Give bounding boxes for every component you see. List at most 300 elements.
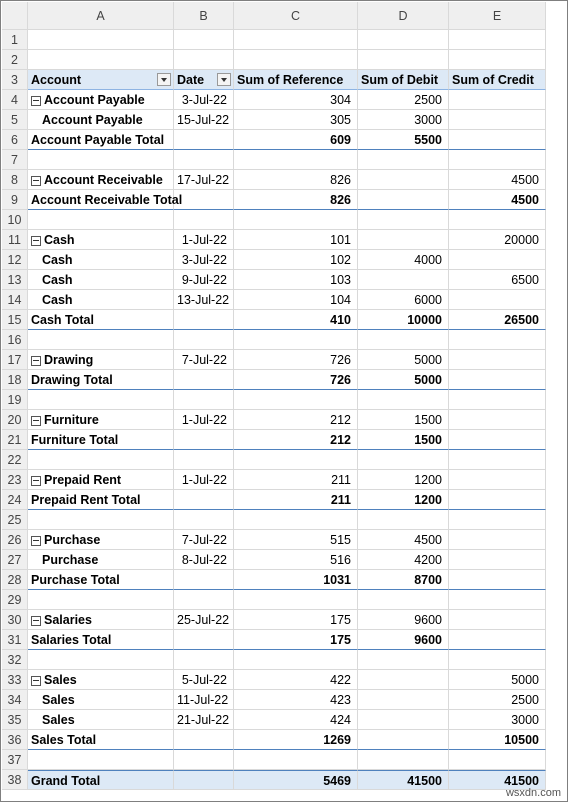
date-cell[interactable] xyxy=(174,50,234,70)
account-cell[interactable] xyxy=(28,110,174,130)
sheet-row-34 xyxy=(2,690,546,710)
account-cell[interactable] xyxy=(28,50,174,70)
credit-cell[interactable] xyxy=(449,230,546,250)
credit-cell[interactable] xyxy=(449,510,546,530)
reference-cell[interactable] xyxy=(234,150,358,170)
row-header[interactable]: 5 xyxy=(2,110,28,130)
collapse-minus-icon[interactable] xyxy=(31,176,41,186)
credit-cell[interactable] xyxy=(449,590,546,610)
row-header[interactable]: 1 xyxy=(2,30,28,50)
account-cell[interactable] xyxy=(28,190,183,210)
credit-cell[interactable] xyxy=(449,210,546,230)
date-cell[interactable] xyxy=(174,670,234,690)
account-cell[interactable] xyxy=(28,470,174,490)
debit-cell[interactable] xyxy=(358,750,449,770)
date-cell[interactable] xyxy=(174,70,234,90)
account-cell[interactable] xyxy=(28,370,174,390)
debit-cell[interactable] xyxy=(358,530,449,550)
account-cell[interactable] xyxy=(28,330,174,350)
reference-cell[interactable] xyxy=(234,90,358,110)
row-header[interactable]: 4 xyxy=(2,90,28,110)
date-cell[interactable] xyxy=(174,530,234,550)
account-cell[interactable] xyxy=(28,610,174,630)
cell-value: 515 xyxy=(330,533,351,547)
cell-value: 104 xyxy=(330,293,351,307)
column-header-row xyxy=(2,2,546,30)
row-header[interactable]: 6 xyxy=(2,130,28,150)
cell-value: 826 xyxy=(330,173,351,187)
row-header[interactable]: 36 xyxy=(2,730,28,750)
row-header[interactable]: 3 xyxy=(2,70,28,90)
sheet-row-23 xyxy=(2,470,546,490)
credit-cell[interactable] xyxy=(449,30,546,50)
credit-cell[interactable] xyxy=(449,270,546,290)
account-cell[interactable] xyxy=(28,130,174,150)
cell-value: Salaries Total xyxy=(31,633,112,647)
row-header[interactable]: 24 xyxy=(2,490,28,510)
credit-cell[interactable] xyxy=(449,190,546,210)
cell-value: 3000 xyxy=(414,113,442,127)
cell-value: 1500 xyxy=(414,433,442,447)
debit-cell[interactable] xyxy=(358,50,449,70)
date-cell[interactable] xyxy=(174,730,234,750)
date-cell[interactable] xyxy=(174,630,234,650)
account-cell[interactable] xyxy=(28,150,174,170)
debit-cell[interactable] xyxy=(358,350,449,370)
collapse-minus-icon[interactable] xyxy=(31,536,41,546)
account-cell[interactable] xyxy=(28,550,174,570)
reference-cell[interactable] xyxy=(234,770,358,790)
sheet-row-21 xyxy=(2,430,546,450)
debit-cell[interactable] xyxy=(358,670,449,690)
account-cell[interactable] xyxy=(28,250,174,270)
debit-cell[interactable] xyxy=(358,170,449,190)
collapse-minus-icon[interactable] xyxy=(31,476,41,486)
account-cell[interactable] xyxy=(28,430,174,450)
row-header[interactable]: 31 xyxy=(2,630,28,650)
cell-value: 7-Jul-22 xyxy=(181,533,227,547)
date-cell[interactable] xyxy=(174,350,234,370)
row-header[interactable]: 16 xyxy=(2,330,28,350)
collapse-minus-icon[interactable] xyxy=(31,676,41,686)
row-header[interactable]: 7 xyxy=(2,150,28,170)
cell-value: 1-Jul-22 xyxy=(181,473,227,487)
credit-cell[interactable] xyxy=(449,430,546,450)
cell-value: 7-Jul-22 xyxy=(181,353,227,367)
row-header[interactable]: 25 xyxy=(2,510,28,530)
account-cell[interactable] xyxy=(28,570,174,590)
credit-cell[interactable] xyxy=(449,350,546,370)
reference-cell[interactable] xyxy=(234,490,358,510)
date-cell[interactable] xyxy=(174,270,234,290)
date-cell[interactable] xyxy=(174,430,234,450)
reference-cell[interactable] xyxy=(234,310,358,330)
debit-cell[interactable] xyxy=(358,470,449,490)
date-cell[interactable] xyxy=(174,510,234,530)
sheet-row-5 xyxy=(2,110,546,130)
credit-cell[interactable] xyxy=(449,90,546,110)
account-cell[interactable] xyxy=(28,450,174,470)
cell-value: 2500 xyxy=(414,93,442,107)
pivot-header-credit: Sum of Credit xyxy=(452,73,534,87)
reference-cell[interactable] xyxy=(234,110,358,130)
reference-cell[interactable] xyxy=(234,710,358,730)
cell-value: 1031 xyxy=(323,573,351,587)
cell-value: 1269 xyxy=(323,733,351,747)
credit-cell[interactable] xyxy=(449,410,546,430)
select-all-corner[interactable] xyxy=(2,2,28,30)
account-cell[interactable] xyxy=(28,290,174,310)
date-cell[interactable] xyxy=(174,250,234,270)
date-cell[interactable] xyxy=(174,450,234,470)
column-header-d[interactable]: D xyxy=(358,2,449,30)
row-header[interactable]: 35 xyxy=(2,710,28,730)
debit-cell[interactable] xyxy=(358,710,449,730)
reference-cell[interactable] xyxy=(234,530,358,550)
sheet-row-22 xyxy=(2,450,546,470)
reference-cell[interactable] xyxy=(234,470,358,490)
date-cell[interactable] xyxy=(174,90,234,110)
date-cell[interactable] xyxy=(174,770,234,790)
reference-cell[interactable] xyxy=(234,510,358,530)
date-cell[interactable] xyxy=(174,750,234,770)
pivot-header-account: Account xyxy=(31,73,81,87)
date-cell[interactable] xyxy=(174,610,234,630)
row-header[interactable]: 15 xyxy=(2,310,28,330)
cell-value: 3-Jul-22 xyxy=(181,253,227,267)
row-header[interactable]: 20 xyxy=(2,410,28,430)
debit-cell[interactable] xyxy=(358,270,449,290)
cell-value: 6000 xyxy=(414,293,442,307)
cell-value: 5000 xyxy=(414,373,442,387)
account-cell[interactable] xyxy=(28,90,174,110)
row-header[interactable]: 22 xyxy=(2,450,28,470)
sheet-row-10 xyxy=(2,210,546,230)
reference-cell[interactable] xyxy=(234,750,358,770)
account-cell[interactable] xyxy=(28,670,174,690)
date-cell[interactable] xyxy=(174,190,234,210)
account-cell[interactable] xyxy=(28,230,174,250)
credit-cell[interactable] xyxy=(449,390,546,410)
debit-cell[interactable] xyxy=(358,730,449,750)
reference-cell[interactable] xyxy=(234,170,358,190)
debit-cell[interactable] xyxy=(358,510,449,530)
row-header[interactable]: 27 xyxy=(2,550,28,570)
reference-cell[interactable] xyxy=(234,290,358,310)
date-cell[interactable] xyxy=(174,150,234,170)
row-header[interactable]: 32 xyxy=(2,650,28,670)
reference-cell[interactable] xyxy=(234,370,358,390)
date-cell[interactable] xyxy=(174,650,234,670)
sheet-row-12 xyxy=(2,250,546,270)
pivot-header-ref: Sum of Reference xyxy=(237,73,344,87)
debit-cell[interactable] xyxy=(358,590,449,610)
credit-cell[interactable] xyxy=(449,730,546,750)
cell-value: 2500 xyxy=(511,693,539,707)
row-header[interactable]: 21 xyxy=(2,430,28,450)
credit-cell[interactable] xyxy=(449,470,546,490)
column-header-b[interactable]: B xyxy=(174,2,234,30)
row-header[interactable]: 19 xyxy=(2,390,28,410)
sheet-row-31 xyxy=(2,630,546,650)
credit-cell[interactable] xyxy=(449,50,546,70)
debit-cell[interactable] xyxy=(358,690,449,710)
debit-cell[interactable] xyxy=(358,230,449,250)
account-cell[interactable] xyxy=(28,350,174,370)
cell-value: 3-Jul-22 xyxy=(181,93,227,107)
debit-cell[interactable] xyxy=(358,290,449,310)
reference-cell[interactable] xyxy=(234,50,358,70)
account-cell[interactable] xyxy=(28,410,174,430)
cell-value: 41500 xyxy=(504,774,539,788)
reference-cell[interactable] xyxy=(234,690,358,710)
cell-value: 8-Jul-22 xyxy=(181,553,227,567)
date-cell[interactable] xyxy=(174,690,234,710)
account-cell[interactable] xyxy=(28,310,174,330)
date-cell[interactable] xyxy=(174,590,234,610)
row-header[interactable]: 29 xyxy=(2,590,28,610)
credit-cell[interactable] xyxy=(449,70,546,90)
row-header[interactable]: 26 xyxy=(2,530,28,550)
debit-cell[interactable] xyxy=(358,610,449,630)
row-header[interactable]: 30 xyxy=(2,610,28,630)
credit-cell[interactable] xyxy=(449,690,546,710)
reference-cell[interactable] xyxy=(234,210,358,230)
debit-cell[interactable] xyxy=(358,330,449,350)
reference-cell[interactable] xyxy=(234,630,358,650)
filter-dropdown-icon[interactable] xyxy=(157,73,171,86)
debit-cell[interactable] xyxy=(358,410,449,430)
credit-cell[interactable] xyxy=(449,490,546,510)
credit-cell[interactable] xyxy=(449,150,546,170)
cell-value: 305 xyxy=(330,113,351,127)
row-header[interactable]: 17 xyxy=(2,350,28,370)
debit-cell[interactable] xyxy=(358,310,449,330)
row-header[interactable]: 23 xyxy=(2,470,28,490)
row-header[interactable]: 11 xyxy=(2,230,28,250)
debit-cell[interactable] xyxy=(358,450,449,470)
account-cell[interactable] xyxy=(28,630,174,650)
debit-cell[interactable] xyxy=(358,90,449,110)
date-cell[interactable] xyxy=(174,370,234,390)
cell-value: 9600 xyxy=(414,633,442,647)
credit-cell[interactable] xyxy=(449,450,546,470)
credit-cell[interactable] xyxy=(449,170,546,190)
credit-cell[interactable] xyxy=(449,710,546,730)
reference-cell[interactable] xyxy=(234,730,358,750)
column-header-e[interactable]: E xyxy=(449,2,546,30)
row-header[interactable]: 12 xyxy=(2,250,28,270)
debit-cell[interactable] xyxy=(358,390,449,410)
date-cell[interactable] xyxy=(174,330,234,350)
account-cell[interactable] xyxy=(28,490,174,510)
debit-cell[interactable] xyxy=(358,210,449,230)
reference-cell[interactable] xyxy=(234,550,358,570)
debit-cell[interactable] xyxy=(358,110,449,130)
cell-value: Account Payable xyxy=(44,93,145,107)
debit-cell[interactable] xyxy=(358,190,449,210)
sheet-row-29 xyxy=(2,590,546,610)
account-cell[interactable] xyxy=(28,710,174,730)
credit-cell[interactable] xyxy=(449,550,546,570)
collapse-minus-icon[interactable] xyxy=(31,356,41,366)
credit-cell[interactable] xyxy=(449,250,546,270)
date-cell[interactable] xyxy=(174,310,234,330)
collapse-minus-icon[interactable] xyxy=(31,416,41,426)
credit-cell[interactable] xyxy=(449,570,546,590)
cell-value: Purchase xyxy=(42,553,99,567)
debit-cell[interactable] xyxy=(358,370,449,390)
cell-value: 20000 xyxy=(504,233,539,247)
date-cell[interactable] xyxy=(174,710,234,730)
row-header[interactable]: 34 xyxy=(2,690,28,710)
row-header[interactable]: 8 xyxy=(2,170,28,190)
debit-cell[interactable] xyxy=(358,490,449,510)
cell-value: 5-Jul-22 xyxy=(181,673,227,687)
debit-cell[interactable] xyxy=(358,770,449,790)
account-cell[interactable] xyxy=(28,270,174,290)
row-header[interactable]: 14 xyxy=(2,290,28,310)
date-cell[interactable] xyxy=(174,290,234,310)
reference-cell[interactable] xyxy=(234,430,358,450)
cell-value: Sales xyxy=(44,673,77,687)
account-cell[interactable] xyxy=(28,530,174,550)
date-cell[interactable] xyxy=(174,410,234,430)
credit-cell[interactable] xyxy=(449,310,546,330)
debit-cell[interactable] xyxy=(358,650,449,670)
cell-value: 410 xyxy=(330,313,351,327)
account-cell[interactable] xyxy=(28,170,174,190)
account-cell[interactable] xyxy=(28,70,174,90)
debit-cell[interactable] xyxy=(358,130,449,150)
credit-cell[interactable] xyxy=(449,290,546,310)
date-cell[interactable] xyxy=(174,110,234,130)
sheet-row-28 xyxy=(2,570,546,590)
row-header[interactable]: 18 xyxy=(2,370,28,390)
debit-cell[interactable] xyxy=(358,570,449,590)
credit-cell[interactable] xyxy=(449,330,546,350)
date-cell[interactable] xyxy=(174,210,234,230)
collapse-minus-icon[interactable] xyxy=(31,96,41,106)
date-cell[interactable] xyxy=(174,30,234,50)
reference-cell[interactable] xyxy=(234,190,358,210)
collapse-minus-icon[interactable] xyxy=(31,616,41,626)
reference-cell[interactable] xyxy=(234,570,358,590)
cell-value: 1-Jul-22 xyxy=(181,233,227,247)
credit-cell[interactable] xyxy=(449,530,546,550)
account-cell[interactable] xyxy=(28,730,174,750)
reference-cell[interactable] xyxy=(234,390,358,410)
credit-cell[interactable] xyxy=(449,670,546,690)
debit-cell[interactable] xyxy=(358,250,449,270)
account-cell[interactable] xyxy=(28,510,174,530)
filter-dropdown-icon[interactable] xyxy=(217,73,231,86)
reference-cell[interactable] xyxy=(234,230,358,250)
reference-cell[interactable] xyxy=(234,270,358,290)
reference-cell[interactable] xyxy=(234,130,358,150)
reference-cell[interactable] xyxy=(234,650,358,670)
credit-cell[interactable] xyxy=(449,650,546,670)
reference-cell[interactable] xyxy=(234,350,358,370)
cell-value: Prepaid Rent Total xyxy=(31,493,141,507)
account-cell[interactable] xyxy=(28,750,174,770)
cell-value: Cash xyxy=(42,253,73,267)
account-cell[interactable] xyxy=(28,650,174,670)
date-cell[interactable] xyxy=(174,570,234,590)
column-header-a[interactable]: A xyxy=(28,2,174,30)
account-cell[interactable] xyxy=(28,690,174,710)
row-header[interactable]: 13 xyxy=(2,270,28,290)
collapse-minus-icon[interactable] xyxy=(31,236,41,246)
reference-cell[interactable] xyxy=(234,250,358,270)
date-cell[interactable] xyxy=(174,470,234,490)
debit-cell[interactable] xyxy=(358,150,449,170)
row-header[interactable]: 33 xyxy=(2,670,28,690)
sheet-row-36 xyxy=(2,730,546,750)
debit-cell[interactable] xyxy=(358,550,449,570)
debit-cell[interactable] xyxy=(358,430,449,450)
sheet-row-6 xyxy=(2,130,546,150)
account-cell[interactable] xyxy=(28,770,174,790)
row-header[interactable]: 28 xyxy=(2,570,28,590)
date-cell[interactable] xyxy=(174,390,234,410)
cell-value: 175 xyxy=(330,613,351,627)
reference-cell[interactable] xyxy=(234,330,358,350)
reference-cell[interactable] xyxy=(234,410,358,430)
debit-cell[interactable] xyxy=(358,30,449,50)
date-cell[interactable] xyxy=(174,130,234,150)
credit-cell[interactable] xyxy=(449,630,546,650)
cell-value: 726 xyxy=(330,373,351,387)
reference-cell[interactable] xyxy=(234,30,358,50)
row-header[interactable]: 10 xyxy=(2,210,28,230)
credit-cell[interactable] xyxy=(449,370,546,390)
reference-cell[interactable] xyxy=(234,70,358,90)
sheet-row-14 xyxy=(2,290,546,310)
reference-cell[interactable] xyxy=(234,450,358,470)
column-header-c[interactable]: C xyxy=(234,2,358,30)
debit-cell[interactable] xyxy=(358,70,449,90)
cell-value: 3000 xyxy=(511,713,539,727)
row-header[interactable]: 38 xyxy=(2,770,28,790)
cell-value: Salaries xyxy=(44,613,92,627)
credit-cell[interactable] xyxy=(449,110,546,130)
cell-value: Cash xyxy=(44,233,75,247)
cell-value: 103 xyxy=(330,273,351,287)
credit-cell[interactable] xyxy=(449,130,546,150)
account-cell[interactable] xyxy=(28,210,174,230)
account-cell[interactable] xyxy=(28,590,174,610)
cell-value: 423 xyxy=(330,693,351,707)
credit-cell[interactable] xyxy=(449,610,546,630)
date-cell[interactable] xyxy=(174,230,234,250)
cell-value: 10000 xyxy=(407,313,442,327)
row-header[interactable]: 9 xyxy=(2,190,28,210)
reference-cell[interactable] xyxy=(234,670,358,690)
date-cell[interactable] xyxy=(174,170,234,190)
cell-value: 826 xyxy=(330,193,351,207)
credit-cell[interactable] xyxy=(449,750,546,770)
row-header[interactable]: 2 xyxy=(2,50,28,70)
account-cell[interactable] xyxy=(28,390,174,410)
reference-cell[interactable] xyxy=(234,590,358,610)
debit-cell[interactable] xyxy=(358,630,449,650)
reference-cell[interactable] xyxy=(234,610,358,630)
row-header[interactable]: 37 xyxy=(2,750,28,770)
date-cell[interactable] xyxy=(174,490,234,510)
date-cell[interactable] xyxy=(174,550,234,570)
account-cell[interactable] xyxy=(28,30,174,50)
